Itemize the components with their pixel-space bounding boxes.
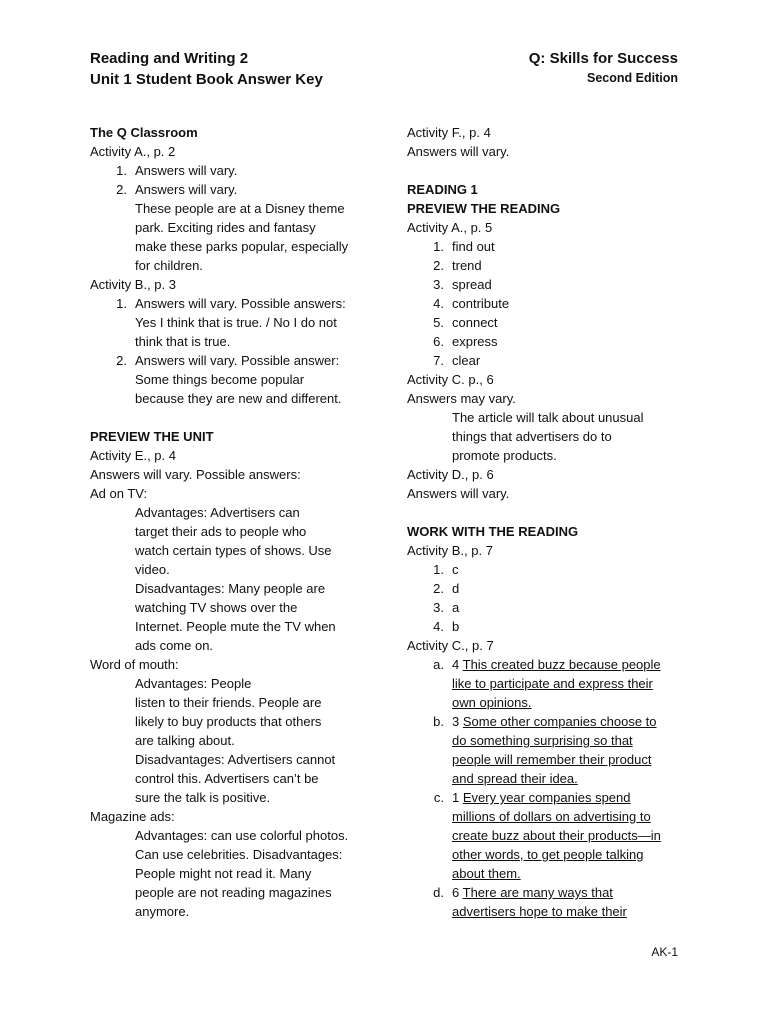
answer-text: Advantages: People [135, 676, 252, 691]
answer-text: Internet. People mute the TV when [135, 619, 336, 634]
list-item: 1. Answers will vary. [116, 163, 238, 178]
quote-text: and spread their idea. [452, 771, 578, 786]
answer-text: People might not read it. Many [135, 866, 312, 881]
activity-label: Activity C. p., 6 [407, 372, 494, 387]
list-item: 7. clear [433, 353, 481, 368]
answer-text: promote products. [452, 448, 557, 463]
activity-label: Activity C., p. 7 [407, 638, 494, 653]
quote-text: do something surprising so that [452, 733, 633, 748]
series-title: Q: Skills for Success [528, 50, 678, 67]
answer-text: Disadvantages: Many people are [135, 581, 326, 596]
list-item: 1. c [433, 562, 459, 577]
activity-label: Activity E., p. 4 [90, 448, 176, 463]
quote-text: millions of dollars on advertising to [452, 809, 651, 824]
left-column [90, 123, 380, 921]
list-item: d. 6 There are many ways that [433, 885, 613, 900]
quote-text: Every year companies spend [462, 790, 631, 805]
answer-text: Answers will vary. Possible answer: [135, 353, 340, 368]
activity-label: Activity D., p. 6 [407, 467, 494, 482]
list-item: a. 4 This created buzz because people [433, 657, 661, 672]
list-item: 4. contribute [433, 296, 510, 311]
quote-text: Some other companies choose to [462, 714, 657, 729]
paragraph-number: 1 [452, 790, 460, 805]
quote-text: There are many ways that [462, 885, 613, 900]
section-heading: The Q Classroom [90, 125, 198, 140]
vocab-word: find out [452, 239, 495, 254]
answer-text: control this. Advertisers can’t be [135, 771, 319, 786]
quote-text: about them. [452, 866, 521, 881]
answer-text: anymore. [135, 904, 190, 919]
vocab-word: express [452, 334, 498, 349]
answer-text: Yes I think that is true. / No I do not [135, 315, 337, 330]
list-item: b. 3 Some other companies choose to [433, 714, 657, 729]
paragraph-number: 6 [452, 885, 460, 900]
paragraph-number: 3 [452, 714, 460, 729]
answer-text: because they are new and different. [135, 391, 342, 406]
answer-text: make these parks popular, especially [135, 239, 349, 254]
answer-text: think that is true. [135, 334, 231, 349]
edition-label: Second Edition [587, 71, 678, 85]
quote-text: people will remember their product [452, 752, 652, 767]
answer-text: Answers will vary. [407, 144, 510, 159]
activity-label: Activity B., p. 3 [90, 277, 176, 292]
answer-text: Advantages: Advertisers can [135, 505, 300, 520]
right-column [407, 123, 682, 921]
answer-letter: b [452, 619, 460, 634]
quote-text: like to participate and express their [452, 676, 653, 691]
answer-text: The article will talk about unusual [452, 410, 644, 425]
answer-letter: a [452, 600, 460, 615]
answer-letter: d [452, 581, 460, 596]
section-subheading: PREVIEW THE READING [407, 201, 561, 216]
spacer [90, 408, 380, 427]
list-item: 1. Answers will vary. Possible answers: [116, 296, 346, 311]
section-heading: READING 1 [407, 182, 478, 197]
section-heading: PREVIEW THE UNIT [90, 429, 214, 444]
list-item: 2. d [433, 581, 460, 596]
answer-text: listen to their friends. People are [135, 695, 322, 710]
list-item: 2. Answers will vary. [116, 182, 238, 197]
answer-text: watch certain types of shows. Use [135, 543, 332, 558]
answer-text: are talking about. [135, 733, 235, 748]
vocab-word: contribute [452, 296, 510, 311]
answer-text: Answers will vary. [135, 163, 238, 178]
quote-text: This created buzz because people [462, 657, 661, 672]
answer-text: Answers may vary. [407, 391, 516, 406]
list-item: 2. Answers will vary. Possible answer: [116, 353, 340, 368]
answer-text: These people are at a Disney theme [135, 201, 345, 216]
quote-text: own opinions. [452, 695, 532, 710]
answer-text: Advantages: can use colorful photos. [135, 828, 349, 843]
vocab-word: spread [452, 277, 492, 292]
list-item: 3. a [433, 600, 460, 615]
unit-title: Unit 1 Student Book Answer Key [90, 71, 323, 88]
answer-text: Answers will vary. [407, 486, 510, 501]
answer-text: ads come on. [135, 638, 214, 653]
answer-text: Some things become popular [135, 372, 305, 387]
activity-label: Activity A., p. 5 [407, 220, 493, 235]
book-title: Reading and Writing 2 [90, 50, 249, 67]
list-item: 5. connect [433, 315, 498, 330]
list-item: 3. spread [433, 277, 492, 292]
header-left [90, 48, 323, 90]
page-number: AK-1 [651, 945, 678, 959]
answer-text: Can use celebrities. Disadvantages: [135, 847, 343, 862]
paragraph-number: 4 [452, 657, 460, 672]
answer-text: people are not reading magazines [135, 885, 332, 900]
answer-text: things that advertisers do to [452, 429, 612, 444]
answer-text: Answers will vary. Possible answers: [90, 467, 301, 482]
vocab-word: clear [452, 353, 481, 368]
category-label: Word of mouth: [90, 657, 179, 672]
answer-letter: c [452, 562, 459, 577]
header-right [529, 48, 678, 87]
answer-text: video. [135, 562, 170, 577]
category-label: Ad on TV: [90, 486, 148, 501]
quote-text: create buzz about their products—in [452, 828, 661, 843]
activity-label: Activity F., p. 4 [407, 125, 491, 140]
list-item: c. 1 Every year companies spend [433, 790, 631, 805]
vocab-word: trend [452, 258, 482, 273]
answer-text: sure the talk is positive. [135, 790, 271, 805]
quote-text: other words, to get people talking [452, 847, 644, 862]
vocab-word: connect [452, 315, 498, 330]
quote-text: advertisers hope to make their [452, 904, 627, 919]
list-item: 4. b [433, 619, 460, 634]
answer-text: for children. [135, 258, 203, 273]
spacer [407, 161, 682, 180]
answer-text: Disadvantages: Advertisers cannot [135, 752, 336, 767]
activity-label: Activity A., p. 2 [90, 144, 176, 159]
list-item: 1. find out [433, 239, 495, 254]
answer-text: Answers will vary. [135, 182, 238, 197]
answer-text: park. Exciting rides and fantasy [135, 220, 316, 235]
list-item: 6. express [433, 334, 498, 349]
answer-text: likely to buy products that others [135, 714, 322, 729]
category-label: Magazine ads: [90, 809, 175, 824]
section-heading: WORK WITH THE READING [407, 524, 579, 539]
answer-text: watching TV shows over the [135, 600, 298, 615]
activity-label: Activity B., p. 7 [407, 543, 493, 558]
answer-text: target their ads to people who [135, 524, 307, 539]
list-item: 2. trend [433, 258, 482, 273]
spacer [407, 503, 682, 522]
answer-text: Answers will vary. Possible answers: [135, 296, 346, 311]
